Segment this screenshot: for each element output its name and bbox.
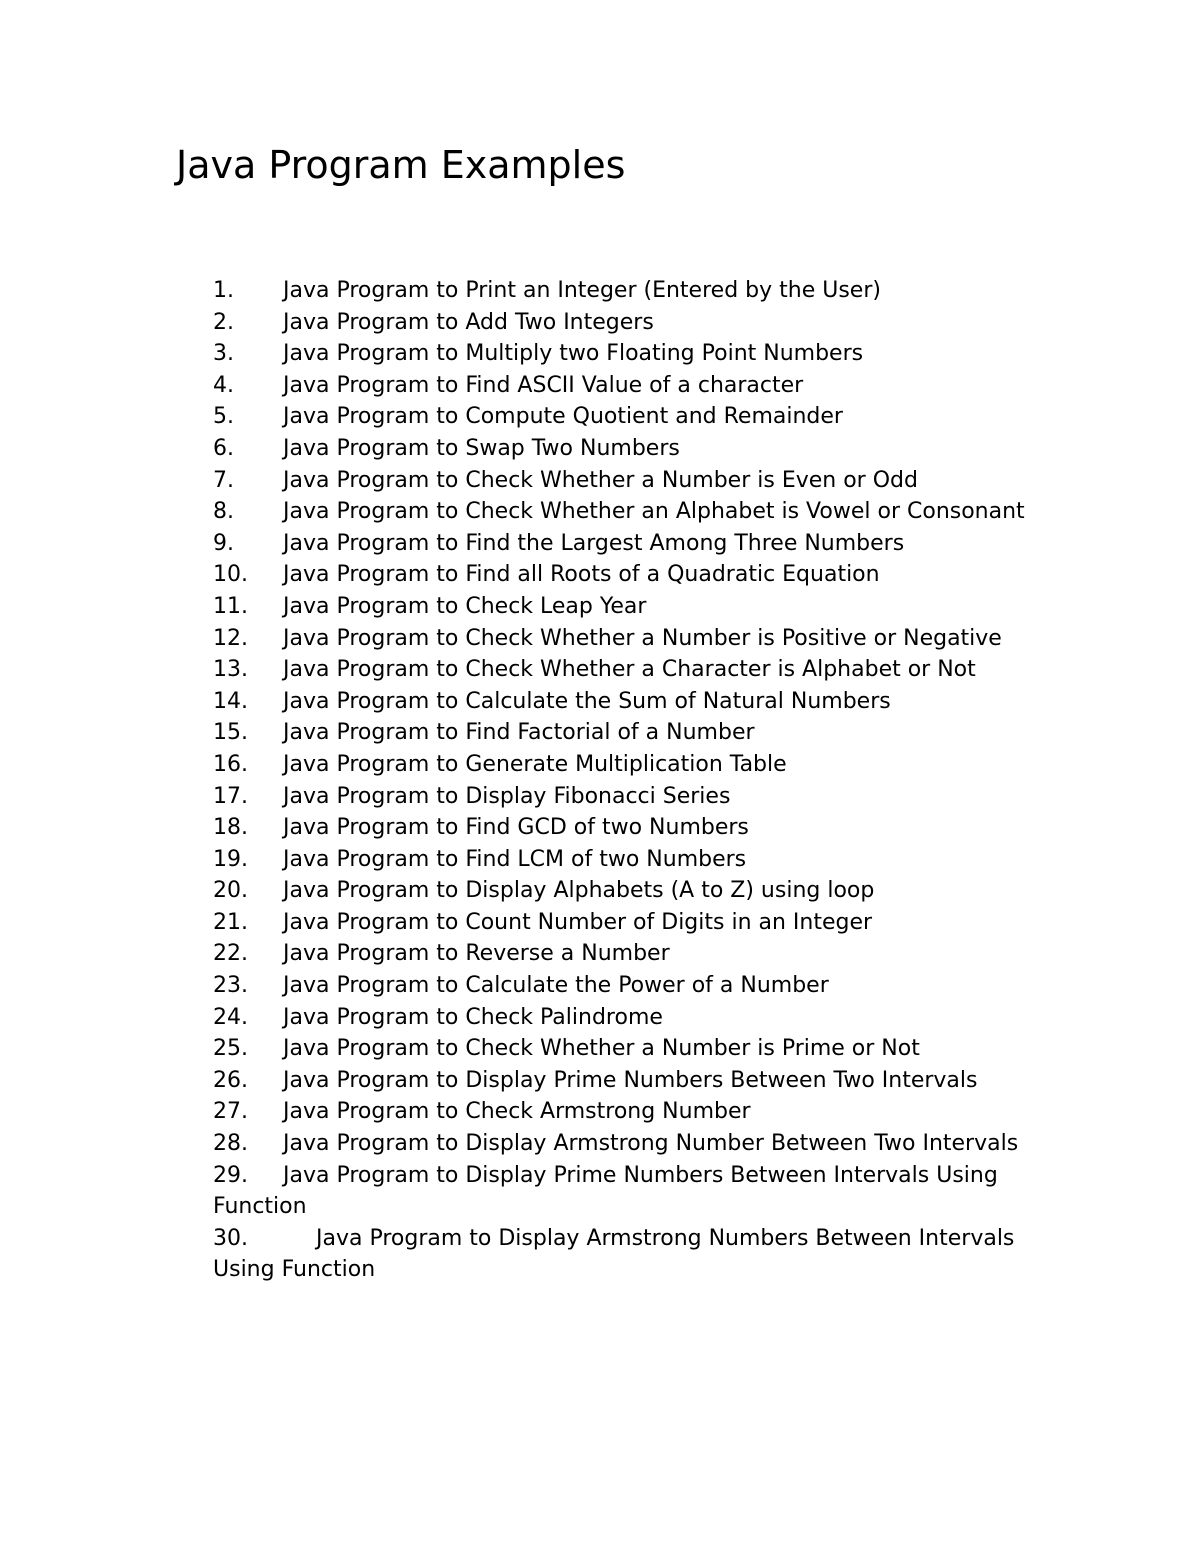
item-text: Java Program to Check Whether an Alphabet is Vowel or Consonant (283, 499, 1025, 525)
item-number: 4. (213, 372, 234, 398)
list-item (213, 1002, 1063, 1034)
list-item (213, 496, 1063, 528)
item-text: Java Program to Generate Multiplication Table (283, 751, 787, 777)
item-number: 1. (213, 278, 234, 303)
list-item (213, 465, 1063, 497)
list-item (213, 1065, 1063, 1097)
list-item (213, 623, 1063, 655)
item-number: 10. (213, 562, 248, 588)
item-text: Java Program to Compute Quotient and Remainder (283, 404, 843, 430)
list-item (213, 401, 1063, 433)
list-item (213, 275, 1063, 307)
list-item (213, 1160, 1063, 1223)
list-item (213, 717, 1063, 749)
item-text: Java Program to Display Fibonacci Series (283, 783, 731, 809)
item-number: 7. (213, 467, 234, 493)
item-number: 23. (213, 973, 248, 999)
item-text: Java Program to Check Whether a Number is Even or Odd (283, 467, 918, 493)
list-item (213, 528, 1063, 560)
item-number: 21. (213, 909, 248, 935)
item-number: 18. (213, 815, 248, 841)
list-item (213, 781, 1063, 813)
item-text: Java Program to Check Whether a Number is Prime or Not (283, 1036, 920, 1062)
item-text: Java Program to Add Two Integers (283, 309, 654, 335)
item-text: Java Program to Find ASCII Value of a character (283, 372, 804, 398)
item-number: 12. (213, 625, 248, 651)
item-number: 15. (213, 720, 248, 746)
item-text: Java Program to Check Armstrong Number (283, 1099, 751, 1125)
list-item (213, 844, 1063, 876)
page-title: Java Program Examples (176, 143, 626, 187)
list-item (213, 654, 1063, 686)
item-number: 6. (213, 435, 234, 461)
item-number: 30. (213, 1225, 248, 1251)
list-item (213, 338, 1063, 370)
list-item (213, 970, 1063, 1002)
list-item (213, 938, 1063, 970)
list-item (213, 1128, 1063, 1160)
item-number: 29. (213, 1162, 248, 1188)
item-text: Java Program to Display Alphabets (A to Z) using loop (283, 878, 875, 904)
item-number: 24. (213, 1004, 248, 1030)
item-number: 22. (213, 941, 248, 967)
list-item (213, 307, 1063, 339)
item-text: Java Program to Check Whether a Character is Alphabet or Not (283, 657, 976, 683)
item-text: Java Program to Check Leap Year (283, 593, 647, 619)
item-text: Java Program to Swap Two Numbers (283, 435, 680, 461)
item-text: Java Program to Find all Roots of a Quadratic Equation (283, 562, 880, 588)
item-text: Java Program to Display Prime Numbers Between Two Intervals (283, 1067, 978, 1093)
item-number: 13. (213, 657, 248, 683)
item-number: 9. (213, 530, 234, 556)
item-number: 5. (213, 404, 234, 430)
item-text: Java Program to Find the Largest Among Three Numbers (283, 530, 905, 556)
item-text: Java Program to Count Number of Digits in an Integer (283, 909, 873, 935)
item-text: Java Program to Find GCD of two Numbers (283, 815, 749, 841)
item-number: 8. (213, 499, 234, 525)
item-number: 20. (213, 878, 248, 904)
list-item (213, 559, 1063, 591)
item-number: 19. (213, 846, 248, 872)
list-item (213, 433, 1063, 465)
list-item (213, 812, 1063, 844)
item-number: 28. (213, 1131, 248, 1157)
item-number: 11. (213, 593, 248, 619)
item-text: Java Program to Calculate the Power of a Number (283, 973, 829, 999)
list-item (213, 1223, 1063, 1286)
item-text: Java Program to Display Armstrong Number Between Two Intervals (283, 1131, 1019, 1157)
item-text: Java Program to Calculate the Sum of Natural Numbers (283, 688, 891, 714)
item-number: 26. (213, 1067, 248, 1093)
list-item (213, 370, 1063, 402)
list-item (213, 1033, 1063, 1065)
item-text: Java Program to Multiply two Floating Point Numbers (283, 341, 864, 367)
list-item (213, 591, 1063, 623)
list-item (213, 907, 1063, 939)
item-text: Java Program to Check Whether a Number is Positive or Negative (283, 625, 1002, 651)
item-text: Java Program to Check Palindrome (283, 1004, 663, 1030)
item-text: Java Program to Reverse a Number (283, 941, 670, 967)
item-number: 25. (213, 1036, 248, 1062)
item-number: 14. (213, 688, 248, 714)
item-number: 27. (213, 1099, 248, 1125)
item-number: 17. (213, 783, 248, 809)
list-item (213, 1096, 1063, 1128)
item-number: 2. (213, 309, 234, 335)
item-number: 3. (213, 341, 234, 367)
list-item (213, 749, 1063, 781)
item-text: Java Program to Display Armstrong Numbers Between Intervals Using Function (213, 1225, 1015, 1283)
item-text: Java Program to Find Factorial of a Number (283, 720, 755, 746)
list-item (213, 875, 1063, 907)
list-item (213, 686, 1063, 718)
item-text: Java Program to Find LCM of two Numbers (283, 846, 747, 872)
item-text: Java Program to Display Prime Numbers Between Intervals Using Function (213, 1162, 998, 1220)
item-number: 16. (213, 751, 248, 777)
program-list (213, 275, 1063, 1286)
item-text: Java Program to Print an Integer (Entered by the User) (283, 278, 881, 303)
